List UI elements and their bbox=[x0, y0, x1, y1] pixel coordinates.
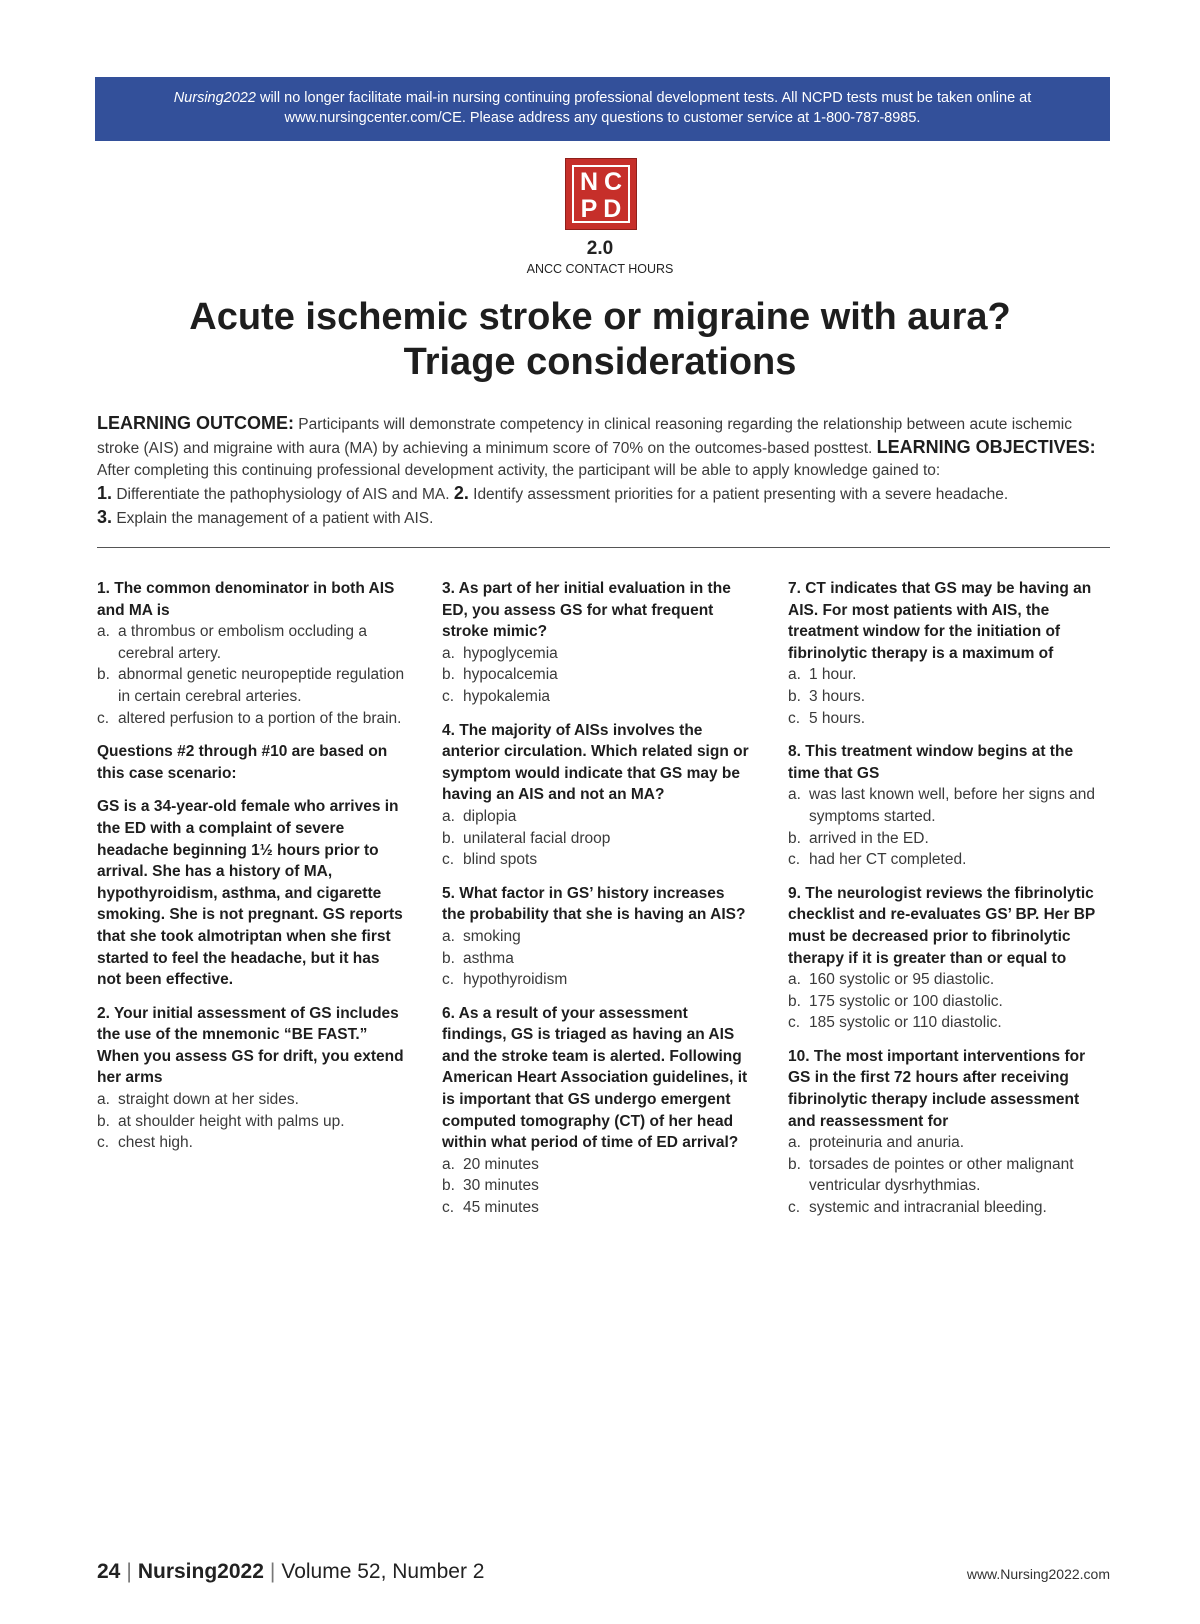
question-10 bbox=[788, 1046, 1098, 1219]
question-5 bbox=[442, 883, 752, 991]
answer-option: a. hypoglycemia bbox=[442, 644, 558, 662]
title-line2: Triage considerations bbox=[403, 341, 797, 383]
objectives-label: LEARNING OBJECTIVES: bbox=[876, 437, 1096, 457]
answer-option: b. hypocalcemia bbox=[442, 666, 558, 684]
objective-1-text: Differentiate the pathophysiology of AIS and MA. bbox=[112, 486, 454, 503]
page-number: 24 bbox=[97, 1560, 121, 1583]
answer-option: b. torsades de pointes or other malignant ventricular dysrhythmias. bbox=[788, 1155, 1074, 1195]
banner-text-line2: www.nursingcenter.com/CE. Please address any questions to customer service at 1-800-787-8985. bbox=[284, 110, 921, 126]
outcome-text: Participants will demonstrate competency in clinical reasoning regarding the relationship between acute ischemic stroke (AIS) and migraine with aura (MA) by achieving a minimum score of 70% on the outcomes-based posttest. bbox=[97, 416, 1072, 457]
question-6 bbox=[442, 1003, 752, 1219]
answer-option: c. altered perfusion to a portion of the brain. bbox=[97, 709, 402, 727]
section-divider bbox=[97, 547, 1110, 548]
contact-hours-value: 2.0 bbox=[586, 238, 614, 259]
answer-option: a. 1 hour. bbox=[788, 666, 857, 684]
question-text: 4. The majority of AISs involves the anterior circulation. Which related sign or symptom would indicate that GS may be having an AIS and not an MA? bbox=[442, 721, 749, 804]
notice-banner bbox=[95, 77, 1110, 141]
objective-3-num: 3. bbox=[97, 507, 113, 527]
question-text: 6. As a result of your assessment findings, GS is triaged as having an AIS and the stroke team is alerted. Following American Heart Association guidelines, it is important that GS undergo emergent computed tomography (CT) of her head within what period of time of ED arrival? bbox=[442, 1004, 748, 1152]
objective-3-text: Explain the management of a patient with AIS. bbox=[112, 510, 434, 527]
question-8 bbox=[788, 741, 1098, 871]
title-line1: Acute ischemic stroke or migraine with aura? bbox=[189, 296, 1011, 338]
objectives-text: After completing this continuing professional development activity, the participant will be able to apply knowledge gained to: bbox=[97, 462, 941, 479]
answer-option: a. smoking bbox=[442, 927, 521, 945]
ncpd-logo bbox=[566, 159, 636, 229]
question-text: 5. What factor in GS’ history increases the probability that she is having an AIS? bbox=[442, 884, 746, 924]
answer-option: c. had her CT completed. bbox=[788, 851, 967, 869]
ncpd-logo-row1: NC bbox=[580, 168, 629, 196]
scenario-intro: Questions #2 through #10 are based on this case scenario: bbox=[97, 743, 388, 782]
outcome-label: LEARNING OUTCOME: bbox=[97, 413, 294, 433]
answer-option: b. 30 minutes bbox=[442, 1177, 539, 1195]
answer-option: a. 20 minutes bbox=[442, 1155, 539, 1173]
banner-text-line1: will no longer facilitate mail-in nursing continuing professional development tests. All NCPD tests must be taken online at bbox=[255, 90, 1032, 106]
question-text: 7. CT indicates that GS may be having an AIS. For most patients with AIS, the treatment window for the initiation of fibrinolytic therapy is a maximum of bbox=[788, 580, 1092, 662]
footer-url: www.Nursing2022.com bbox=[966, 1566, 1110, 1582]
footer-separator: | bbox=[126, 1560, 132, 1583]
objective-2-text: Identify assessment priorities for a patient presenting with a severe headache. bbox=[468, 486, 1009, 503]
question-text: 3. As part of her initial evaluation in the ED, you assess GS for what frequent stroke mimic? bbox=[442, 580, 731, 641]
answer-option: b. 3 hours. bbox=[788, 687, 866, 705]
question-1 bbox=[97, 578, 407, 729]
answer-option: b. at shoulder height with palms up. bbox=[97, 1112, 345, 1130]
question-text: 10. The most important interventions for GS in the first 72 hours after receiving fibrinolytic therapy include assessment and reassessment for bbox=[788, 1047, 1086, 1130]
answer-option: b. arrived in the ED. bbox=[788, 829, 929, 847]
issue-volume: Volume 52, Number 2 bbox=[281, 1560, 485, 1583]
question-7 bbox=[788, 578, 1098, 729]
question-column-2 bbox=[442, 578, 752, 1231]
answer-option: c. systemic and intracranial bleeding. bbox=[788, 1199, 1047, 1217]
question-text: 8. This treatment window begins at the time that GS bbox=[788, 743, 1074, 782]
question-9 bbox=[788, 883, 1098, 1034]
answer-option: b. unilateral facial droop bbox=[442, 829, 611, 847]
question-4 bbox=[442, 720, 752, 871]
answer-option: c. hypothyroidism bbox=[442, 971, 568, 989]
ncpd-logo-row2: PD bbox=[580, 195, 628, 223]
question-column-1 bbox=[97, 578, 407, 1166]
case-scenario: GS is a 34-year-old female who arrives in the ED with a complaint of severe headache beginning 1½ hours prior to arrival. She has a history of MA, hypothyroidism, asthma, and cigarette smoking. She is not pregnant. GS reports that she took almotriptan when she first started to feel the headache, but it has not been effective. bbox=[97, 798, 403, 989]
question-2 bbox=[97, 1003, 407, 1154]
question-column-3 bbox=[788, 578, 1098, 1231]
contact-hours-label: ANCC CONTACT HOURS bbox=[526, 262, 674, 276]
question-text: 2. Your initial assessment of GS includes the use of the mnemonic “BE FAST.” When you assess GS for drift, you extend her arms bbox=[97, 1004, 404, 1087]
answer-option: c. blind spots bbox=[442, 851, 538, 869]
footer-separator: | bbox=[269, 1560, 276, 1583]
answer-option: c. 185 systolic or 110 diastolic. bbox=[788, 1014, 1002, 1032]
answer-option: a. diplopia bbox=[442, 807, 517, 825]
answer-option: c. 5 hours. bbox=[788, 709, 866, 727]
learning-outcome-block bbox=[97, 412, 1109, 530]
ncpd-logo-mark bbox=[572, 165, 630, 223]
answer-option: a. proteinuria and anuria. bbox=[788, 1134, 965, 1152]
answer-option: c. 45 minutes bbox=[442, 1199, 539, 1217]
question-text: 1. The common denominator in both AIS and MA is bbox=[97, 580, 395, 619]
page-footer bbox=[97, 1560, 484, 1584]
answer-option: c. hypokalemia bbox=[442, 687, 551, 705]
question-text: 9. The neurologist reviews the fibrinolytic checklist and re-evaluates GS’ BP. Her BP must be decreased prior to fibrinolytic therapy if it is greater than or equal to bbox=[788, 884, 1095, 967]
objective-2-num: 2. bbox=[453, 483, 469, 503]
answer-option: a. straight down at her sides. bbox=[97, 1091, 299, 1109]
answer-option: a. was last known well, before her signs and symptoms started. bbox=[788, 786, 1096, 825]
answer-option: b. abnormal genetic neuropeptide regulation in certain cerebral arteries. bbox=[97, 666, 405, 705]
banner-magazine-name: Nursing2022 bbox=[173, 90, 256, 106]
article-title bbox=[100, 295, 1100, 385]
objective-1-num: 1. bbox=[97, 483, 113, 503]
answer-option: b. 175 systolic or 100 diastolic. bbox=[788, 992, 1003, 1010]
answer-option: a. 160 systolic or 95 diastolic. bbox=[788, 971, 995, 989]
answer-option: a. a thrombus or embolism occluding a cerebral artery. bbox=[97, 623, 367, 662]
magazine-name: Nursing2022 bbox=[137, 1560, 264, 1583]
answer-option: b. asthma bbox=[442, 949, 514, 967]
answer-option: c. chest high. bbox=[97, 1134, 193, 1152]
question-3 bbox=[442, 578, 752, 708]
